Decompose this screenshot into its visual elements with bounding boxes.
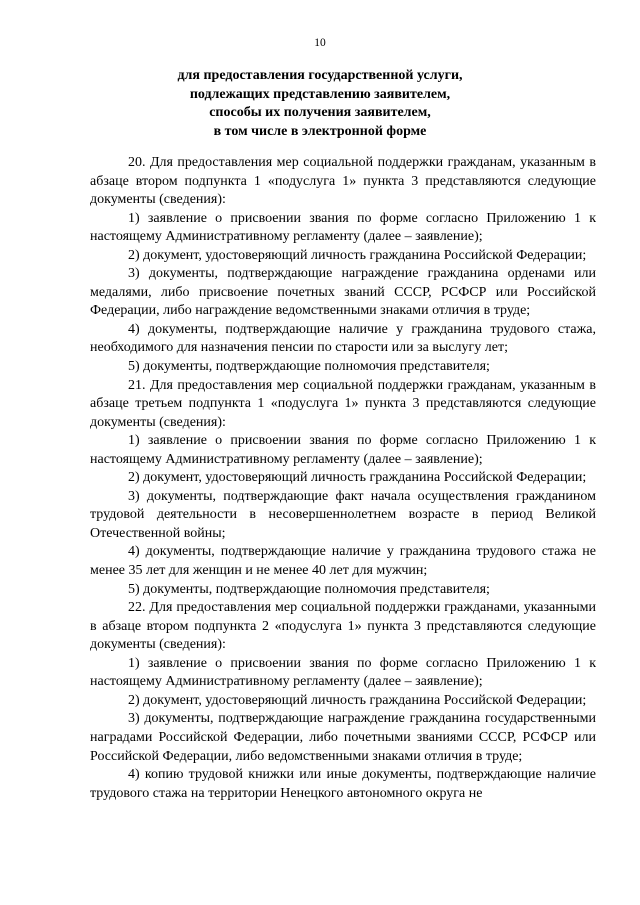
paragraph-subitem: 5) документы, подтверждающие полномочия представителя; [128, 359, 490, 375]
paragraph-subitem: 4) документы, подтверждающие наличие у гражданина трудового стажа не менее 35 лет для женщин и не менее 40 лет для мужчин; [90, 544, 596, 579]
paragraph-subitem: 4) документы, подтверждающие наличие у гражданина трудового стажа, необходимого для назначения пенсии по старости или за выслугу лет; [90, 321, 596, 356]
heading-line: в том числе в электронной форме [213, 123, 427, 139]
paragraph-item-20: 20. Для предоставления мер социальной поддержки гражданам, указанным в абзаце втором подпункта 1 «подуслуга 1» пункта 3 представляются следующие документы (сведения): [90, 155, 596, 208]
paragraph-subitem: 3) документы, подтверждающие награждение гражданина орденами или медалями, либо присвоение почетных званий СССР, РСФСР или Российской Федерации, либо награждение ведомственными знаками отличия в труде; [90, 266, 596, 319]
document-body [90, 154, 596, 803]
paragraph-subitem: 3) документы, подтверждающие факт начала осуществления гражданином трудовой деятельности в несовершеннолетнем возрасте в период Великой Отечественной войны; [90, 488, 596, 541]
paragraph-item-22: 22. Для предоставления мер социальной поддержки гражданами, указанными в абзаце втором подпункта 2 «подуслуга 1» пункта 3 представляются следующие документы (сведения): [90, 600, 596, 653]
paragraph-item-21: 21. Для предоставления мер социальной поддержки гражданам, указанным в абзаце третьем подпункта 1 «подуслуга 1» пункта 3 представляются следующие документы (сведения): [90, 377, 596, 430]
paragraph-subitem: 3) документы, подтверждающие награждение гражданина государственными наградами Российской Федерации, либо почетными званиями СССР, РСФСР или Российской Федерации, либо ведомственными знаками отличия в труде; [90, 711, 596, 764]
heading-line: подлежащих представлению заявителем, [189, 86, 451, 102]
paragraph-subitem: 2) документ, удостоверяющий личность гражданина Российской Федерации; [128, 692, 587, 708]
section-heading [100, 67, 540, 141]
heading-line: способы их получения заявителем, [209, 105, 431, 121]
paragraph-subitem: 1) заявление о присвоении звания по форме согласно Приложению 1 к настоящему Административному регламенту (далее – заявление); [90, 655, 596, 690]
paragraph-subitem: 4) копию трудовой книжки или иные документы, подтверждающие наличие трудового стажа на территории Ненецкого автономного округа не [90, 767, 596, 801]
page-number: 10 [314, 37, 326, 49]
paragraph-subitem: 1) заявление о присвоении звания по форме согласно Приложению 1 к настоящему Административному регламенту (далее – заявление); [90, 210, 596, 245]
paragraph-subitem: 1) заявление о присвоении звания по форме согласно Приложению 1 к настоящему Административному регламенту (далее – заявление); [90, 433, 596, 467]
paragraph-subitem: 2) документ, удостоверяющий личность гражданина Российской Федерации; [128, 470, 587, 486]
paragraph-subitem: 5) документы, подтверждающие полномочия представителя; [128, 581, 490, 597]
heading-line: для предоставления государственной услуги, [177, 68, 463, 83]
paragraph-subitem: 2) документ, удостоверяющий личность гражданина Российской Федерации; [128, 247, 587, 263]
